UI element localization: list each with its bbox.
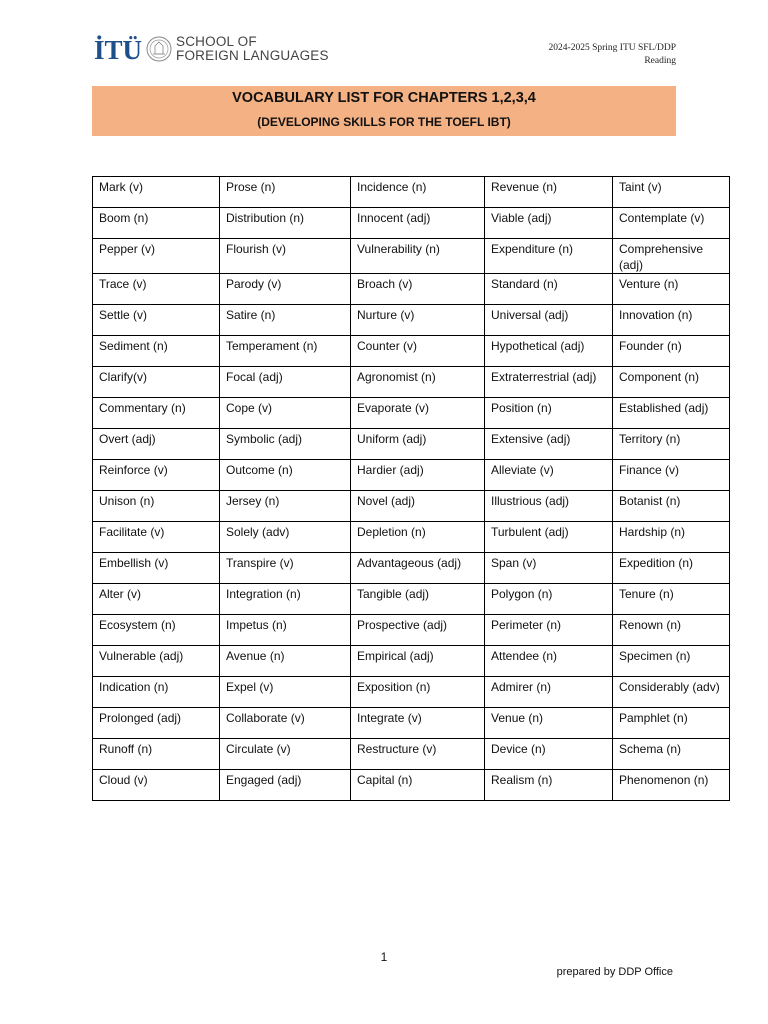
vocab-cell: Depletion (n) bbox=[351, 522, 485, 553]
university-seal-icon bbox=[146, 32, 172, 66]
vocab-cell: Perimeter (n) bbox=[485, 615, 613, 646]
vocab-cell: Vulnerability (n) bbox=[351, 239, 485, 274]
vocab-cell: Prolonged (adj) bbox=[93, 708, 220, 739]
vocab-cell: Prospective (adj) bbox=[351, 615, 485, 646]
vocab-cell: Commentary (n) bbox=[93, 398, 220, 429]
table-row bbox=[93, 239, 730, 274]
vocab-cell: Span (v) bbox=[485, 553, 613, 584]
table-row bbox=[93, 677, 730, 708]
vocab-cell: Empirical (adj) bbox=[351, 646, 485, 677]
table-row bbox=[93, 305, 730, 336]
table-row bbox=[93, 429, 730, 460]
table-row bbox=[93, 646, 730, 677]
school-name-line1: SCHOOL OF bbox=[176, 34, 257, 49]
table-row bbox=[93, 367, 730, 398]
vocab-cell: Incidence (n) bbox=[351, 177, 485, 208]
table-row bbox=[93, 491, 730, 522]
course-label: Reading bbox=[644, 56, 676, 66]
vocab-cell: Prose (n) bbox=[220, 177, 351, 208]
vocab-cell: Integration (n) bbox=[220, 584, 351, 615]
vocab-cell: Admirer (n) bbox=[485, 677, 613, 708]
vocab-cell: Boom (n) bbox=[93, 208, 220, 239]
vocab-cell: Vulnerable (adj) bbox=[93, 646, 220, 677]
vocab-cell: Contemplate (v) bbox=[613, 208, 730, 239]
vocab-cell: Integrate (v) bbox=[351, 708, 485, 739]
vocab-cell: Uniform (adj) bbox=[351, 429, 485, 460]
vocab-cell: Attendee (n) bbox=[485, 646, 613, 677]
vocab-cell: Flourish (v) bbox=[220, 239, 351, 274]
vocab-cell: Transpire (v) bbox=[220, 553, 351, 584]
vocab-cell: Finance (v) bbox=[613, 460, 730, 491]
vocab-cell: Phenomenon (n) bbox=[613, 770, 730, 801]
vocab-cell: Territory (n) bbox=[613, 429, 730, 460]
vocab-cell: Comprehensive (adj) bbox=[613, 239, 730, 274]
table-row bbox=[93, 708, 730, 739]
vocab-cell: Expenditure (n) bbox=[485, 239, 613, 274]
table-row bbox=[93, 615, 730, 646]
document-title: VOCABULARY LIST FOR CHAPTERS 1,2,3,4 bbox=[232, 90, 536, 106]
vocab-cell: Tenure (n) bbox=[613, 584, 730, 615]
vocab-cell: Hardier (adj) bbox=[351, 460, 485, 491]
vocab-cell: Position (n) bbox=[485, 398, 613, 429]
itu-logo-text: İTÜ bbox=[94, 35, 143, 65]
vocab-cell: Extraterrestrial (adj) bbox=[485, 367, 613, 398]
vocab-cell: Broach (v) bbox=[351, 274, 485, 305]
school-name bbox=[176, 35, 329, 63]
vocab-cell: Viable (adj) bbox=[485, 208, 613, 239]
vocab-cell: Impetus (n) bbox=[220, 615, 351, 646]
vocab-cell: Tangible (adj) bbox=[351, 584, 485, 615]
vocab-cell: Innovation (n) bbox=[613, 305, 730, 336]
vocab-cell: Outcome (n) bbox=[220, 460, 351, 491]
vocab-cell: Agronomist (n) bbox=[351, 367, 485, 398]
vocab-cell: Ecosystem (n) bbox=[93, 615, 220, 646]
vocab-cell: Circulate (v) bbox=[220, 739, 351, 770]
vocab-cell: Exposition (n) bbox=[351, 677, 485, 708]
vocab-cell: Clarify(v) bbox=[93, 367, 220, 398]
vocab-cell: Focal (adj) bbox=[220, 367, 351, 398]
vocab-cell: Polygon (n) bbox=[485, 584, 613, 615]
vocab-cell: Novel (adj) bbox=[351, 491, 485, 522]
vocab-cell: Avenue (n) bbox=[220, 646, 351, 677]
vocab-cell: Illustrious (adj) bbox=[485, 491, 613, 522]
table-row bbox=[93, 177, 730, 208]
vocab-cell: Cloud (v) bbox=[93, 770, 220, 801]
page-number: 1 bbox=[380, 950, 388, 964]
vocab-cell: Turbulent (adj) bbox=[485, 522, 613, 553]
vocab-cell: Reinforce (v) bbox=[93, 460, 220, 491]
table-row bbox=[93, 553, 730, 584]
title-band bbox=[92, 86, 676, 136]
vocab-cell: Established (adj) bbox=[613, 398, 730, 429]
vocab-cell: Alleviate (v) bbox=[485, 460, 613, 491]
vocab-cell: Cope (v) bbox=[220, 398, 351, 429]
vocab-cell: Component (n) bbox=[613, 367, 730, 398]
vocab-cell: Distribution (n) bbox=[220, 208, 351, 239]
vocab-cell: Extensive (adj) bbox=[485, 429, 613, 460]
vocab-cell: Considerably (adv) bbox=[613, 677, 730, 708]
vocab-cell: Runoff (n) bbox=[93, 739, 220, 770]
vocab-cell: Specimen (n) bbox=[613, 646, 730, 677]
vocab-cell: Satire (n) bbox=[220, 305, 351, 336]
table-row bbox=[93, 208, 730, 239]
vocab-cell: Expedition (n) bbox=[613, 553, 730, 584]
school-name-line2: FOREIGN LANGUAGES bbox=[176, 48, 329, 63]
vocab-cell: Realism (n) bbox=[485, 770, 613, 801]
vocab-cell: Unison (n) bbox=[93, 491, 220, 522]
table-row bbox=[93, 460, 730, 491]
vocab-cell: Universal (adj) bbox=[485, 305, 613, 336]
table-row bbox=[93, 274, 730, 305]
table-row bbox=[93, 522, 730, 553]
vocab-cell: Hypothetical (adj) bbox=[485, 336, 613, 367]
vocab-cell: Schema (n) bbox=[613, 739, 730, 770]
school-logo bbox=[94, 32, 329, 66]
vocab-cell: Jersey (n) bbox=[220, 491, 351, 522]
table-row bbox=[93, 336, 730, 367]
vocab-cell: Facilitate (v) bbox=[93, 522, 220, 553]
vocab-cell: Device (n) bbox=[485, 739, 613, 770]
vocab-cell: Venture (n) bbox=[613, 274, 730, 305]
vocab-cell: Overt (adj) bbox=[93, 429, 220, 460]
vocab-cell: Advantageous (adj) bbox=[351, 553, 485, 584]
prepared-by-note: prepared by DDP Office bbox=[556, 966, 673, 978]
vocab-cell: Taint (v) bbox=[613, 177, 730, 208]
header-info bbox=[549, 42, 676, 68]
vocab-cell: Indication (n) bbox=[93, 677, 220, 708]
vocab-cell: Pamphlet (n) bbox=[613, 708, 730, 739]
vocab-cell: Standard (n) bbox=[485, 274, 613, 305]
vocab-cell: Evaporate (v) bbox=[351, 398, 485, 429]
vocab-cell: Renown (n) bbox=[613, 615, 730, 646]
vocab-cell: Trace (v) bbox=[93, 274, 220, 305]
vocab-cell: Temperament (n) bbox=[220, 336, 351, 367]
vocab-cell: Mark (v) bbox=[93, 177, 220, 208]
vocab-cell: Venue (n) bbox=[485, 708, 613, 739]
vocab-cell: Settle (v) bbox=[93, 305, 220, 336]
vocab-cell: Expel (v) bbox=[220, 677, 351, 708]
vocab-cell: Founder (n) bbox=[613, 336, 730, 367]
vocab-cell: Counter (v) bbox=[351, 336, 485, 367]
vocab-cell: Botanist (n) bbox=[613, 491, 730, 522]
term-label: 2024-2025 Spring ITU SFL/DDP bbox=[548, 43, 676, 53]
vocab-cell: Collaborate (v) bbox=[220, 708, 351, 739]
table-row bbox=[93, 398, 730, 429]
vocab-cell: Alter (v) bbox=[93, 584, 220, 615]
vocab-cell: Restructure (v) bbox=[351, 739, 485, 770]
document-subtitle: (DEVELOPING SKILLS FOR THE TOEFL IBT) bbox=[257, 115, 511, 129]
vocab-cell: Solely (adv) bbox=[220, 522, 351, 553]
table-row bbox=[93, 739, 730, 770]
vocab-cell: Innocent (adj) bbox=[351, 208, 485, 239]
vocab-cell: Pepper (v) bbox=[93, 239, 220, 274]
vocab-cell: Engaged (adj) bbox=[220, 770, 351, 801]
vocab-cell: Revenue (n) bbox=[485, 177, 613, 208]
vocab-cell: Hardship (n) bbox=[613, 522, 730, 553]
vocab-cell: Sediment (n) bbox=[93, 336, 220, 367]
vocab-cell: Embellish (v) bbox=[93, 553, 220, 584]
table-row bbox=[93, 770, 730, 801]
vocab-cell: Nurture (v) bbox=[351, 305, 485, 336]
vocab-cell: Symbolic (adj) bbox=[220, 429, 351, 460]
table-row bbox=[93, 584, 730, 615]
vocab-cell: Capital (n) bbox=[351, 770, 485, 801]
vocab-cell: Parody (v) bbox=[220, 274, 351, 305]
vocabulary-table bbox=[92, 176, 730, 801]
